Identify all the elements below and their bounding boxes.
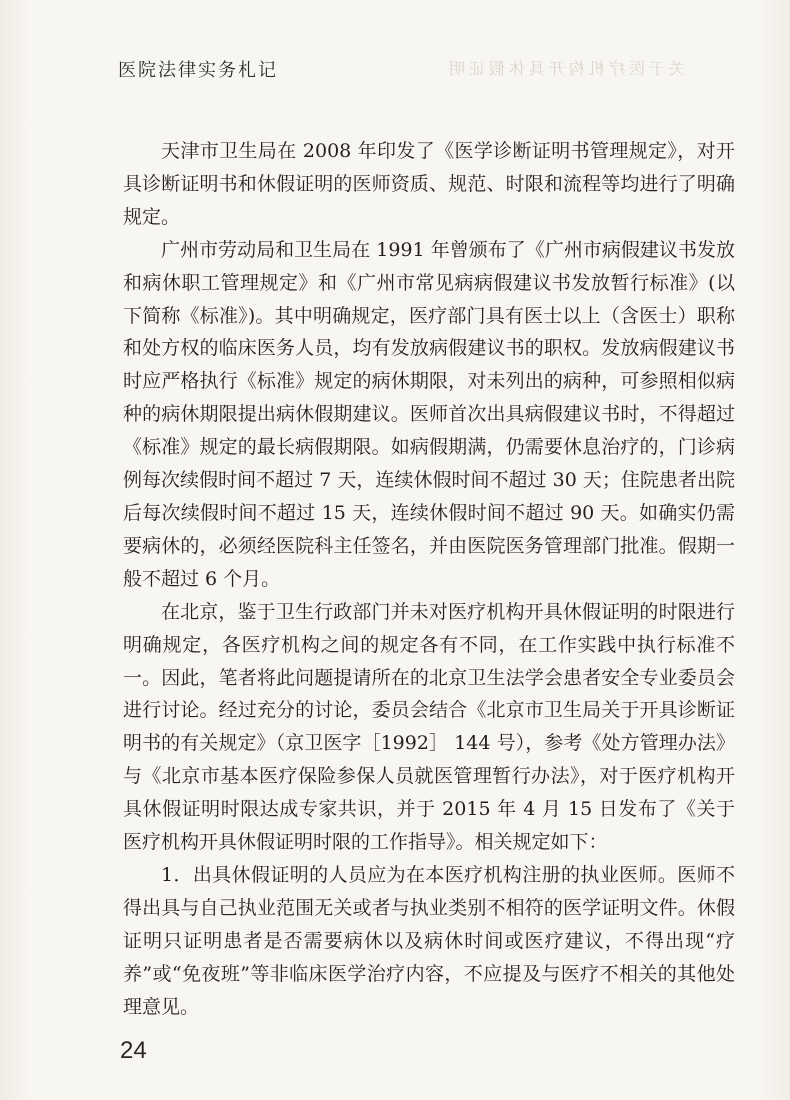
paragraph-tianjin: 天津市卫生局在 2008 年印发了《医学诊断证明书管理规定》，对开具诊断证明书和休假证明的医师资质、规范、时限和流程等均进行了明确规定。 — [123, 140, 735, 228]
body-text — [123, 135, 735, 1023]
paragraph-beijing: 在北京，鉴于卫生行政部门并未对医疗机构开具休假证明的时限进行明确规定，各医疗机构之间的规定各有不同，在工作实践中执行标准不一。因此，笔者将此问题提请所在的北京卫生法学会患者安全专业委员会进行讨论。经过充分的讨论，委员会结合《北京市卫生局关于开具诊断证明书的有关规定》（京卫医字［1992］ 144 号），参考《处方管理办法》与《北京市基本医疗保险参保人员就医管理暂行办法》，对于医疗机构开具休假证明时限达成专家共识，并于 2015 年 4 月 15 日发布了《关于医疗机构开具休假证明时限的工作指导》。相关规定如下： — [123, 600, 735, 854]
bleed-through-text: 关于医疗机构开具休假证明 — [445, 59, 686, 78]
paragraph-rule-1: 1．出具休假证明的人员应为在本医疗机构注册的执业医师。医师不得出具与自己执业范围无关或者与执业类别不相符的医学证明文件。休假证明只证明患者是否需要病休以及病休时间或医疗建议，不得出现“疗养”或“免夜班”等非临床医学治疗内容，不应提及与医疗不相关的其他处理意见。 — [123, 863, 735, 1018]
running-head-title: 医院法律实务札记 — [118, 60, 278, 81]
paragraph-guangzhou: 广州市劳动局和卫生局在 1991 年曾颁布了《广州市病假建议书发放和病休职工管理规定》和《广州市常见病病假建议书发放暂行标准》(以下简称《标准》)。其中明确规定，医疗部门具有医士以上（含医士）职称和处方权的临床医务人员，均有发放病假建议书的职权。发放病假建议书时应严格执行《标准》规定的病休期限，对未列出的病种，可参照相似病种的病休期限提出病休假期建议。医师首次出具病假建议书时，不得超过《标准》规定的最长病假期限。如病假期满，仍需要休息治疗的，门诊病例每次续假时间不超过 7 天，连续休假时间不超过 30 天；住院患者出院后每次续假时间不超过 15 天，连续休假时间不超过 90 天。如确实仍需要病休的，必须经医院科主任签名，并由医院医务管理部门批准。假期一般不超过 6 个月。 — [123, 238, 735, 590]
page-number: 24 — [120, 1037, 147, 1064]
